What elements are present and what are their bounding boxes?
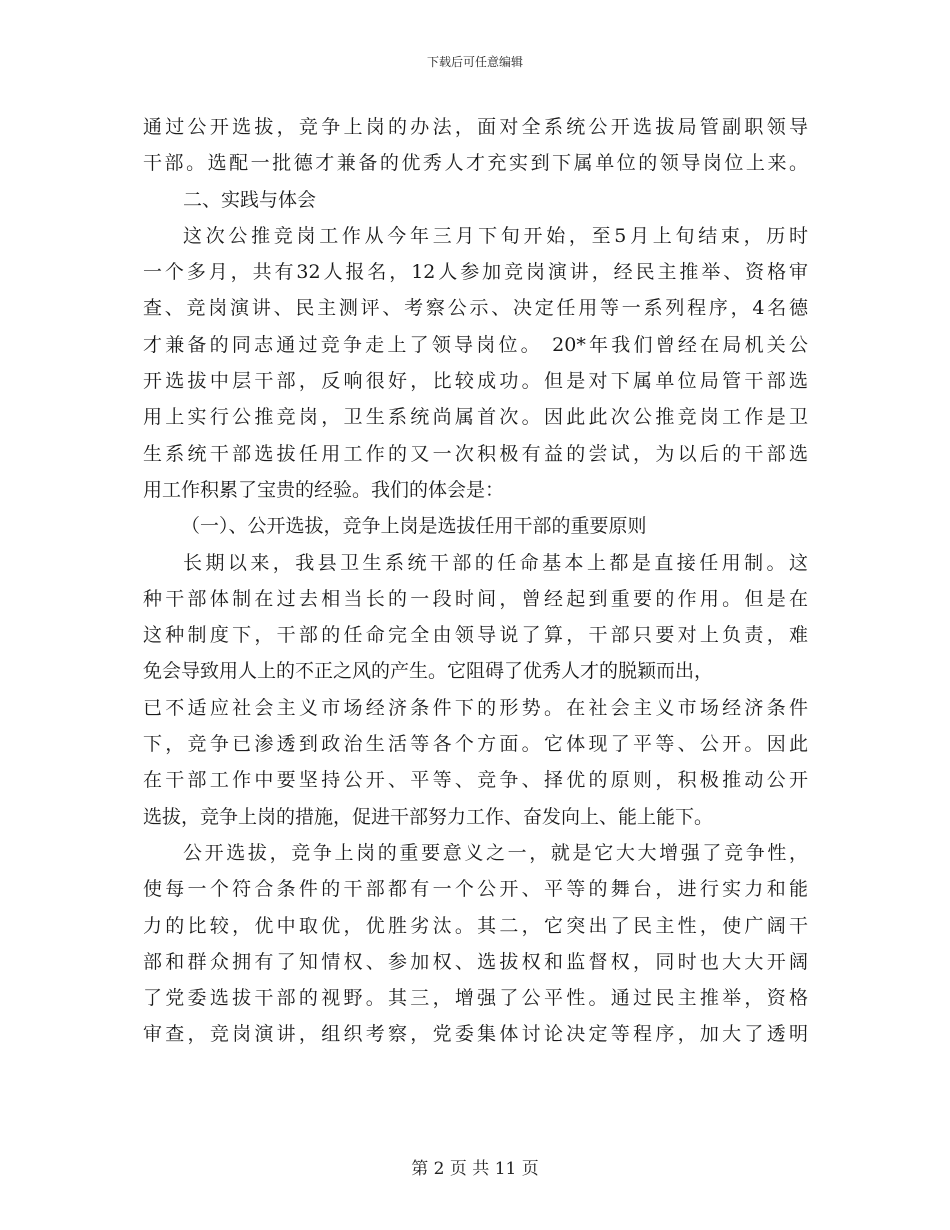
paragraph-line: 免会导致用人上的不正之风的产生。它阻碍了优秀人才的脱颖而出， <box>143 660 714 683</box>
paragraph-line: 长期以来，我县卫生系统干部的任命基本上都是直接任用制。这 <box>183 551 808 574</box>
document-body <box>143 109 808 1053</box>
page-header: 下载后可任意编辑 <box>426 55 523 69</box>
paragraph-line: 使每一个符合条件的干部都有一个公开、平等的舞台，进行实力和能 <box>143 878 808 901</box>
section-heading: 二、实践与体会 <box>183 188 317 211</box>
paragraph-line: 这种制度下，干部的任命完全由领导说了算，干部只要对上负责，难 <box>143 624 808 647</box>
paragraph-line: 生系统干部选拔任用工作的又一次积极有益的尝试，为以后的干部选 <box>143 442 808 465</box>
paragraph-line: 在干部工作中要坚持公开、平等、竞争、择优的原则，积极推动公开 <box>143 769 808 792</box>
paragraph-line: 查、竞岗演讲、民主测评、考察公示、决定任用等一系列程序，4名德 <box>143 297 808 320</box>
paragraph-line: 公开选拔，竞争上岗的重要意义之一，就是它大大增强了竞争性， <box>183 841 808 864</box>
paragraph-line: 用工作积累了宝贵的经验。我们的体会是： <box>143 478 505 501</box>
paragraph-line: 这次公推竞岗工作从今年三月下旬开始，至5月上旬结束，历时 <box>183 224 808 247</box>
paragraph-line: 一个多月，共有32人报名，12人参加竞岗演讲，经民主推举、资格审 <box>143 261 808 284</box>
paragraph-line: 干部。选配一批德才兼备的优秀人才充实到下属单位的领导岗位上来。 <box>143 152 808 175</box>
paragraph-line: 部和群众拥有了知情权、参加权、选拔权和监督权，同时也大大开阔 <box>143 950 808 973</box>
paragraph-line: 选拔，竞争上岗的措施，促进干部努力工作、奋发向上、能上能下。 <box>143 805 714 828</box>
page-number: 第 2 页 共 11 页 <box>411 1159 539 1179</box>
paragraph-line: 了党委选拔干部的视野。其三，增强了公平性。通过民主推举，资格 <box>143 987 808 1010</box>
paragraph-line: 力的比较，优中取优，优胜劣汰。其二，它突出了民主性，使广阔干 <box>143 914 808 937</box>
paragraph-line: 才兼备的同志通过竞争走上了领导岗位。 20*年我们曾经在局机关公 <box>143 333 808 356</box>
paragraph-line: 通过公开选拔，竞争上岗的办法，面对全系统公开选拔局管副职领导 <box>143 116 808 138</box>
paragraph-line: 种干部体制在过去相当长的一段时间，曾经起到重要的作用。但是在 <box>143 587 808 610</box>
paragraph-line: 用上实行公推竞岗，卫生系统尚属首次。因此此次公推竞岗工作是卫 <box>143 406 808 429</box>
paragraph-line: 下，竞争已渗透到政治生活等各个方面。它体现了平等、公开。因此 <box>143 733 808 756</box>
paragraph-line: 审查，竞岗演讲，组织考察，党委集体讨论决定等程序，加大了透明 <box>143 1023 808 1046</box>
paragraph-line: 开选拔中层干部，反响很好，比较成功。但是对下属单位局管干部选 <box>143 370 808 393</box>
subsection-heading: （一）、公开选拔，竞争上岗是选拔任用干部的重要原则 <box>181 515 647 538</box>
paragraph-line: 已不适应社会主义市场经济条件下的形势。在社会主义市场经济条件 <box>143 696 808 719</box>
